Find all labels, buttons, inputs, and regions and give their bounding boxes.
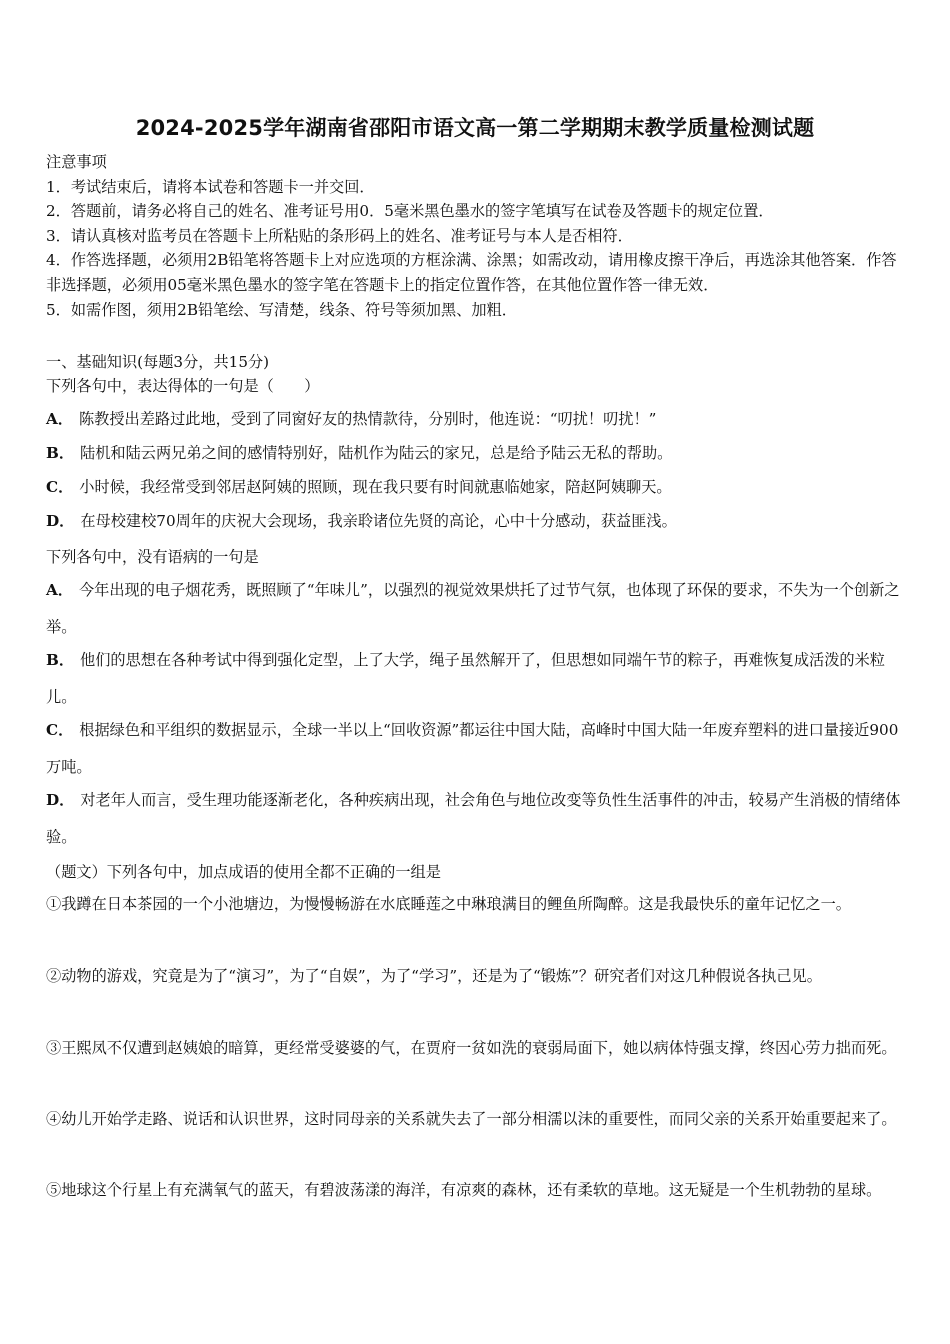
option-a bbox=[46, 401, 906, 438]
option-key: B． bbox=[46, 444, 75, 462]
statement-item: ②动物的游戏，究竟是为了“演习”，为了“自娱”，为了“学习”，还是为了“锻炼”？研究者们对这几种假说各执己见。 bbox=[46, 967, 822, 985]
option-b bbox=[46, 435, 906, 472]
notice-item: 2．答题前，请务必将自己的姓名、准考证号用0．5毫米黑色墨水的签字笔填写在试卷及答题卡的规定位置． bbox=[46, 202, 774, 221]
option-key: C． bbox=[46, 721, 74, 739]
option-c bbox=[46, 712, 906, 786]
option-d bbox=[46, 782, 906, 856]
notice-item: 4．作答选择题，必须用2B铅笔将答题卡上对应选项的方框涂满、涂黑；如需改动，请用橡皮擦干净后，再选涂其他答案．作答非选择题，必须用05毫米黑色墨水的签字笔在答题卡上的指定位置作答，在其他位置作答一律无效． bbox=[46, 251, 897, 294]
option-text: 今年出现的电子烟花秀，既照顾了“年味儿”，以强烈的视觉效果烘托了过节气氛，也体现了环保的要求，不失为一个创新之举。 bbox=[46, 581, 900, 636]
option-text: 陆机和陆云两兄弟之间的感情特别好，陆机作为陆云的家兄，总是给予陆云无私的帮助。 bbox=[80, 444, 673, 462]
question-stem: （题文）下列各句中，加点成语的使用全都不正确的一组是 bbox=[46, 863, 441, 881]
statement-item: ①我蹲在日本茶园的一个小池塘边，为慢慢畅游在水底睡莲之中琳琅满目的鲤鱼所陶醉。这是我最快乐的童年记忆之一。 bbox=[46, 895, 851, 913]
option-key: D． bbox=[46, 512, 75, 530]
statement-item: ③王熙凤不仅遭到赵姨娘的暗算，更经常受婆婆的气，在贾府一贫如洗的衰弱局面下，她以病体恃强支撑，终因心劳力拙而死。 bbox=[46, 1039, 897, 1057]
statement-item: ⑤地球这个行星上有充满氧气的蓝天，有碧波荡漾的海洋，有凉爽的森林，还有柔软的草地。这无疑是一个生机勃勃的星球。 bbox=[46, 1181, 882, 1199]
notice-block bbox=[46, 150, 906, 322]
option-text: 小时候，我经常受到邻居赵阿姨的照顾，现在我只要有时间就惠临她家，陪赵阿姨聊天。 bbox=[79, 478, 672, 496]
option-text: 他们的思想在各种考试中得到强化定型，上了大学，绳子虽然解开了，但思想如同端午节的粽子，再难恢复成活泼的米粒儿。 bbox=[46, 651, 885, 706]
option-text: 根据绿色和平组织的数据显示，全球一半以上“回收资源”都运往中国大陆，高峰时中国大陆一年废弃塑料的进口量接近900万吨。 bbox=[46, 721, 899, 776]
option-b bbox=[46, 642, 906, 716]
notice-item: 1．考试结束后，请将本试卷和答题卡一并交回． bbox=[46, 177, 375, 196]
option-key: A． bbox=[46, 410, 73, 428]
option-key: C． bbox=[46, 478, 74, 496]
question-stem: 下列各句中，表达得体的一句是（ ） bbox=[46, 377, 320, 395]
section-heading: 一、基础知识(每题3分，共15分) bbox=[46, 353, 270, 371]
option-text: 在母校建校70周年的庆祝大会现场，我亲聆诸位先贤的高论，心中十分感动，获益匪浅。 bbox=[80, 512, 677, 530]
option-key: A． bbox=[46, 581, 73, 599]
option-c bbox=[46, 469, 906, 506]
option-text: 陈教授出差路过此地，受到了同窗好友的热情款待，分别时，他连说：“叨扰！叨扰！” bbox=[78, 410, 657, 428]
notice-heading: 注意事项 bbox=[46, 153, 107, 171]
notice-item: 5．如需作图，须用2B铅笔绘、写清楚，线条、符号等须加黑、加粗． bbox=[46, 300, 517, 319]
notice-item: 3．请认真核对监考员在答题卡上所粘贴的条形码上的姓名、准考证号与本人是否相符． bbox=[46, 226, 633, 245]
option-key: B． bbox=[46, 651, 75, 669]
option-key: D． bbox=[46, 791, 75, 809]
exam-title: 2024-2025学年湖南省邵阳市语文高一第二学期期末教学质量检测试题 bbox=[135, 116, 815, 140]
option-d bbox=[46, 503, 906, 540]
question-stem: 下列各句中，没有语病的一句是 bbox=[46, 548, 259, 566]
option-text: 对老年人而言，受生理功能逐渐老化，各种疾病出现，社会角色与地位改变等负性生活事件的冲击，较易产生消极的情绪体验。 bbox=[46, 791, 901, 846]
option-a bbox=[46, 572, 906, 646]
statement-item: ④幼儿开始学走路、说话和认识世界，这时同母亲的关系就失去了一部分相濡以沫的重要性，而同父亲的关系开始重要起来了。 bbox=[46, 1110, 897, 1128]
